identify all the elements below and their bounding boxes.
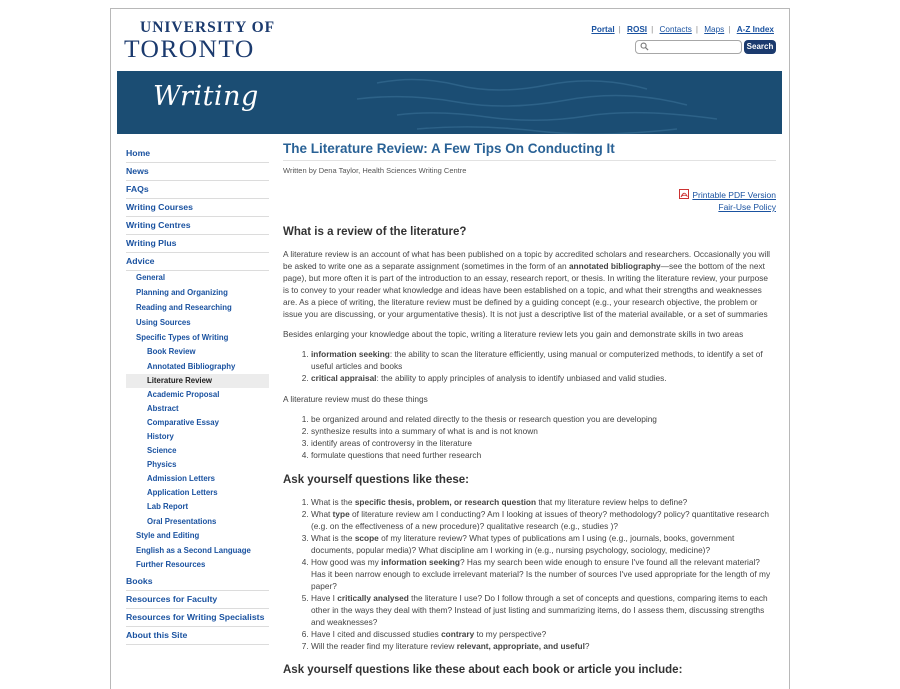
writing-banner [117,71,782,134]
skills-list [283,348,776,384]
list-item [311,372,776,384]
sidebar-item-history[interactable]: History [147,432,174,442]
sidebar-item-reading-and-researching[interactable]: Reading and Researching [136,302,232,312]
main-content [283,141,776,686]
sidebar-item-physics[interactable]: Physics [147,460,177,470]
link-contacts[interactable]: Contacts [659,25,692,34]
pdf-icon [679,189,689,199]
text: What [311,509,333,519]
top-links [587,25,778,34]
banner-title: Writing [153,81,259,112]
list-item [311,508,776,532]
text: to my perspective? [474,629,547,639]
text: A literature review is an account of what has been published on a topic by accredited scholars and researchers. Occasionally you will be asked to write one as a separate assignment (sometimes in the form of an [283,249,771,271]
text: Will the reader find my literature review [311,641,457,651]
text: ? Has my search been wide enough to ensure I've found all the relevant material? Has it been narrow enough to exclude irrelevant material? Is the number of sources I've used appropriate for the length of my paper? [311,557,771,591]
sidebar-item-faqs[interactable]: FAQs [126,181,269,199]
list-item: 1. be organized around and related directly to the thesis or research question you are developing [311,413,776,425]
sidebar-item-comparative-essay[interactable]: Comparative Essay [147,417,219,427]
heading-ask-questions: Ask yourself questions like these: [283,474,469,486]
text: the literature I use? Do I follow through a set of concepts and questions, comparing items to each other in the ways they deal with them? Instead of just listing and summarizing items, do I assess them, discussing strengths and weaknesses? [311,593,768,627]
link-portal[interactable]: Portal [591,25,615,34]
sidebar-item-home[interactable]: Home [126,145,269,163]
sidebar-item-annotated-bibliography[interactable]: Annotated Bibliography [147,361,236,371]
list-item [311,592,776,628]
fair-use-link[interactable]: Fair-Use Policy [718,202,776,212]
text: Have I [311,593,338,603]
list-item [311,496,776,508]
sidebar-item-resources-for-faculty[interactable]: Resources for Faculty [126,591,269,609]
byline: Written by Dena Taylor, Health Sciences Writing Centre [283,166,467,175]
list-item [311,348,776,372]
paragraph-definition [283,248,776,320]
paragraph-musts-intro: A literature review must do these things [283,394,428,404]
sidebar-item-planning-and-organizing[interactable]: Planning and Organizing [136,287,228,297]
text: What is the [311,533,355,543]
bold-text: specific thesis, problem, or research question [354,497,537,507]
heading-what-is: What is a review of the literature? [283,226,467,238]
sidebar-item-oral-presentations[interactable]: Oral Presentations [147,516,217,526]
sidebar-item-books[interactable]: Books [126,573,269,591]
musts-list [283,413,776,461]
sidebar-item-writing-centres[interactable]: Writing Centres [126,217,269,235]
paragraph-skills-intro: Besides enlarging your knowledge about the topic, writing a literature review lets you gain and demonstrate skills in two areas [283,329,744,339]
bold-text: information seeking [311,349,390,359]
sidebar-item-general[interactable]: General [136,273,166,282]
link-az-index[interactable]: A-Z Index [736,25,774,34]
printable-pdf-link[interactable]: Printable PDF Version [692,190,776,200]
link-maps[interactable]: Maps [704,25,725,34]
sidebar-item-academic-proposal[interactable]: Academic Proposal [147,389,220,399]
sidebar-item-further-resources[interactable]: Further Resources [136,560,206,570]
search-button[interactable]: Search [744,40,776,54]
list-item [311,556,776,592]
separator: | [618,25,621,34]
bold-text: annotated bibliography [568,261,661,271]
text: —see the bottom of the next page), but more often it is part of the introduction to an essay, research report, or thesis. In writing the literature review, your purpose is to convey to your reader what knowledge and ideas have been established on a topic, and what their strengths and weaknesses are. As a piece of writing, the literature review must be defined by a guiding concept (e.g., your research objective, the problem or issue you are discussing, or your argumentative thesis). It is not just a descriptive list of the material available, or a set of summaries [283,261,768,319]
sidebar-item-resources-for-writing-specialists[interactable]: Resources for Writing Specialists [126,609,269,627]
text: How good was my [311,557,382,567]
logo-toronto[interactable]: TORONTO [124,34,255,63]
list-item [311,628,776,640]
text: What is the [311,497,355,507]
list-item: 4. formulate questions that need further research [311,449,776,461]
sidebar-item-book-review[interactable]: Book Review [147,347,196,357]
list-item: 2. synthesize results into a summary of what is and is not known [311,425,776,437]
list-item [311,640,776,652]
bold-text: type [332,509,350,519]
text: ? [584,641,590,651]
sidebar-item-english-as-a-second-language[interactable]: English as a Second Language [136,545,251,555]
search-input[interactable] [635,40,742,54]
page-container [110,8,790,689]
search-icon [640,42,649,51]
bold-text: information seeking [381,557,460,567]
sidebar-item-admission-letters[interactable]: Admission Letters [147,474,216,484]
sidebar-item-lab-report[interactable]: Lab Report [147,502,189,512]
text: that my literature review helps to define? [536,497,688,507]
heading-ask-each-item: Ask yourself questions like these about each book or article you include: [283,664,683,676]
text: : the ability to scan the literature efficiently, using manual or computerized methods, to identify a set of useful articles and books [311,349,763,371]
sidebar-item-about-this-site[interactable]: About this Site [126,627,269,645]
bold-text: relevant, appropriate, and useful [456,641,585,651]
sidebar-item-science[interactable]: Science [147,446,177,456]
sidebar-item-using-sources[interactable]: Using Sources [136,317,191,327]
logo-university-of[interactable]: UNIVERSITY OF [140,19,276,36]
sidebar-item-writing-courses[interactable]: Writing Courses [126,199,269,217]
text: of literature review am I conducting? Am I looking at issues of theory? methodology? policy? quantitative research (e.g. on the effectiveness of a new procedure)? qualitative research (e.g., studies )? [311,509,769,531]
sidebar-item-literature-review[interactable]: Literature Review [126,374,269,388]
sidebar-item-writing-plus[interactable]: Writing Plus [126,235,269,253]
text: Have I cited and discussed studies [311,629,442,639]
sidebar-item-specific-types-of-writing[interactable]: Specific Types of Writing [136,332,229,342]
text: : the ability to apply principles of analysis to identify unbiased and valid studies. [376,373,667,383]
sidebar-nav [126,145,269,645]
bold-text: scope [354,533,379,543]
page-title: The Literature Review: A Few Tips On Conducting It [283,141,776,161]
sidebar-item-abstract[interactable]: Abstract [147,403,179,413]
sidebar-item-style-and-editing[interactable]: Style and Editing [136,530,200,540]
sidebar-item-news[interactable]: News [126,163,269,181]
list-item [311,532,776,556]
bold-text: critically analysed [337,593,409,603]
sidebar-item-advice[interactable]: Advice [126,253,269,271]
list-item: 3. identify areas of controversy in the literature [311,437,776,449]
link-rosi[interactable]: ROSI [627,25,648,34]
sidebar-item-application-letters[interactable]: Application Letters [147,488,218,498]
separator: | [695,25,698,34]
bold-text: contrary [441,629,475,639]
separator: | [728,25,731,34]
separator: | [651,25,654,34]
text: of my literature review? What types of publications am I using (e.g., journals, books, government documents, popular media)? What discipline am I working in (e.g., nursing psychology, sociology, medicine)? [311,533,735,555]
questions-list [283,496,776,652]
document-links [283,189,776,213]
bold-text: critical appraisal [311,373,377,383]
